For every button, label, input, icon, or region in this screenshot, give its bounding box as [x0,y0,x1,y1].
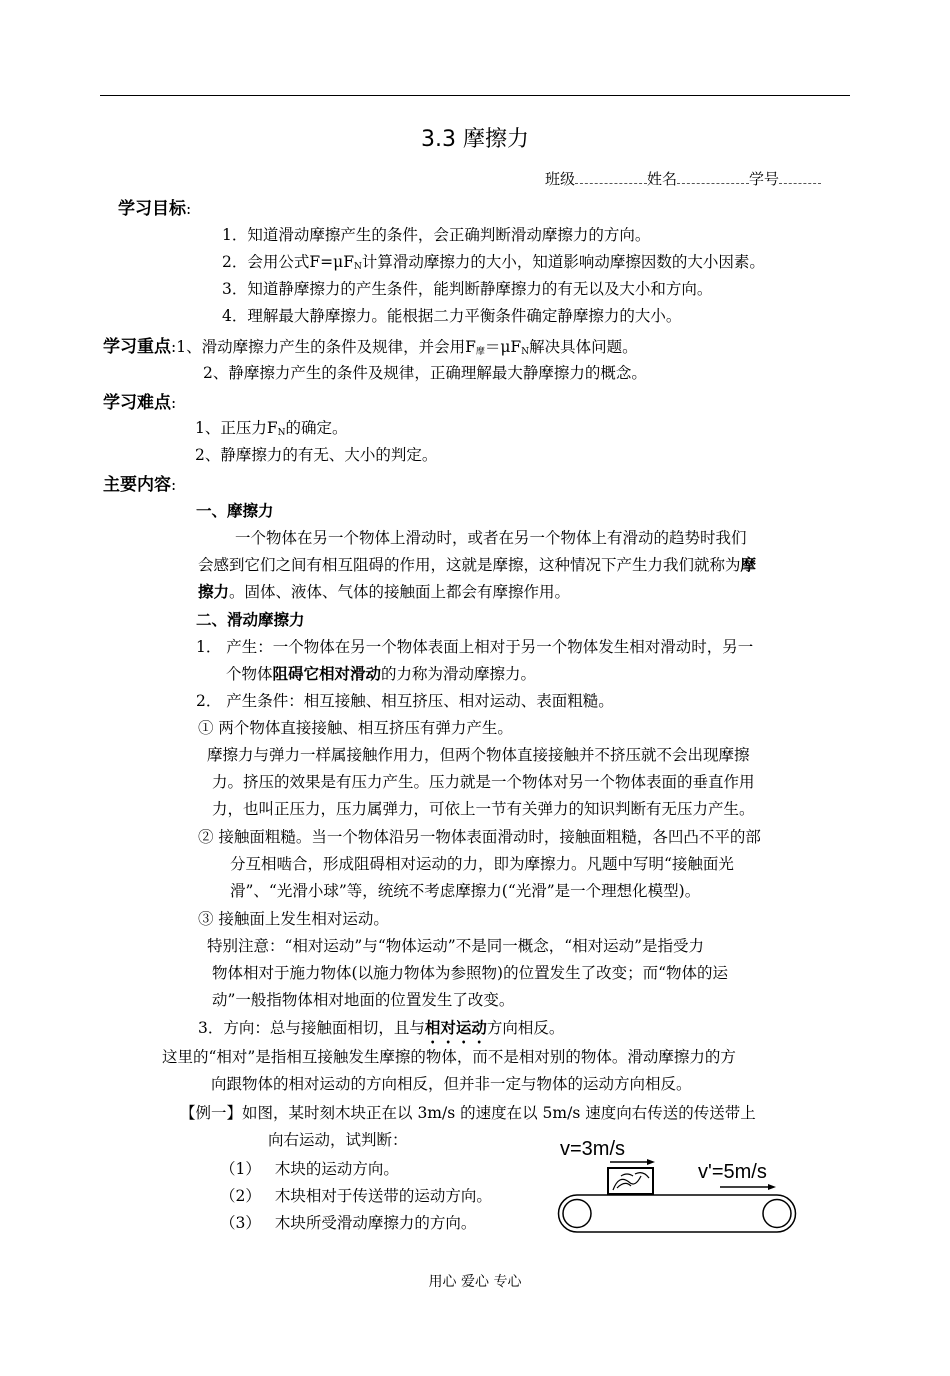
key-points-heading: 学习重点 [103,337,171,357]
question-1: （1） 木块的运动方向。 [220,1160,399,1178]
paragraph: 会感到它们之间有相互阻碍的作用，这就是摩擦，这种情况下产生力我们就称为摩 [198,555,757,574]
belt-velocity-label: v'=5m/s [698,1161,767,1183]
question-2: （2） 木块相对于传送带的运动方向。 [220,1187,492,1205]
page-footer: 用心 爱心 专心 [428,1274,522,1290]
key-point-2: 2、静摩擦力产生的条件及规律，正确理解最大静摩擦力的概念。 [203,364,647,382]
conveyor-belt [559,1195,796,1232]
difficulty-2: 2、静摩擦力的有无、大小的判定。 [195,446,438,464]
conveyor-belt-figure [555,1130,800,1235]
name-label: 姓名 [647,170,678,188]
paragraph: 滑”、“光滑小球”等，统统不考虑摩擦力(“光滑”是一个理想化模型)。 [230,882,701,900]
class-blank [575,169,647,184]
example-label: 【例一】 [180,1104,243,1122]
key-points-row: 学习重点:1、滑动摩擦力产生的条件及规律，并会用$F_摩=\mu F_N$解决具体问题。 [103,337,638,357]
paragraph: 力，也叫正压力，压力属弹力，可依上一节有关弹力的知识判断有无压力产生。 [212,800,755,818]
name-blank [677,169,749,184]
paragraph: 力。挤压的效果是有压力产生。压力就是一个物体对另一个物体表面的垂直作用 [212,773,755,791]
block-velocity-arrowhead [647,1159,655,1165]
question-3: （3） 木块所受滑动摩擦力的方向。 [220,1214,477,1232]
condition-1: ① 两个物体直接接触、相互挤压有弹力产生。 [198,719,513,737]
direction-item: 3．方向：总与接触面相切，且与相对运动方向相反。 [198,1018,565,1037]
note: 特别注意：“相对运动”与“物体运动”不是同一概念，“相对运动”是指受力 [207,937,705,955]
condition-3: ③ 接触面上发生相对运动。 [198,910,389,928]
goal-item: 1．知道滑动摩擦产生的条件，会正确判断滑动摩擦力的方向。 [222,226,651,244]
left-pulley [563,1200,591,1228]
paragraph: 向跟物体的相对运动的方向相反，但并非一定与物体的运动方向相反。 [211,1075,692,1093]
goal-item: 4．理解最大静摩擦力。能根据二力平衡条件确定静摩擦力的大小。 [222,307,682,325]
paragraph: 向右运动，试判断： [268,1131,408,1149]
paragraph: 擦力。固体、液体、气体的接触面上都会有摩擦作用。 [198,582,571,601]
example-intro: 【例一】如图，某时刻木块正在以 3m/s 的速度在以 5m/s 速度向右传送的传送带上 [180,1104,756,1122]
goal-item: 3．知道静摩擦力的产生条件，能判断静摩擦力的有无以及大小和方向。 [222,280,713,298]
goal-item: 2．会用公式$F=\mu F_N$计算滑动摩擦力的大小，知道影响动摩擦因数的大小因素。 [222,253,765,272]
id-label: 学号 [749,170,780,188]
main-heading-row: 主要内容: [103,475,177,495]
paragraph: 1． 产生：一个物体在另一个物体表面上相对于另一个物体发生相对滑动时，另一 [196,638,754,656]
difficulties-heading: 学习难点 [103,393,171,413]
note: 动”一般指物体相对地面的位置发生了改变。 [212,991,515,1009]
paragraph: 摩擦力与弹力一样属接触作用力，但两个物体直接接触并不挤压就不会出现摩擦 [207,746,750,764]
note: 物体相对于施力物体(以施力物体为参照物)的位置发生了改变；而“物体的运 [212,964,729,982]
main-heading: 主要内容 [103,475,171,495]
header-rule [100,95,850,96]
paragraph: 一个物体在另一个物体上滑动时，或者在另一个物体上有滑动的趋势时我们 [235,529,747,547]
block-velocity-label: v=3m/s [560,1138,626,1160]
paragraph: 个物体阻碍它相对滑动的力称为滑动摩擦力。 [226,664,537,683]
goals-heading-row: 学习目标: [118,199,192,219]
id-blank [779,169,821,184]
paragraph: 分互相啮合，形成阻碍相对运动的力，即为摩擦力。凡题中写明“接触面光 [230,855,734,873]
difficulties-heading-row: 学习难点: [103,393,177,413]
class-label: 班级 [545,170,576,188]
page-title: 3.3 摩擦力 [421,127,529,152]
goals-heading: 学习目标 [118,199,186,219]
paragraph: 2． 产生条件：相互接触、相互挤压、相对运动、表面粗糙。 [196,692,614,710]
condition-2: ② 接触面粗糙。当一个物体沿另一物体表面滑动时，接触面粗糙，各凹凸不平的部 [198,828,761,846]
student-info [545,168,821,189]
paragraph: 这里的“相对”是指相互接触发生摩擦的物体，而不是相对别的物体。滑动摩擦力的方 [162,1048,736,1066]
belt-velocity-arrowhead [768,1184,776,1190]
section-2-title: 二、滑动摩擦力 [196,610,305,629]
section-1-title: 一、摩擦力 [196,501,274,520]
right-pulley [763,1200,791,1228]
wood-block [608,1168,653,1194]
difficulty-1: 1、正压力$F_N$的确定。 [195,419,348,438]
